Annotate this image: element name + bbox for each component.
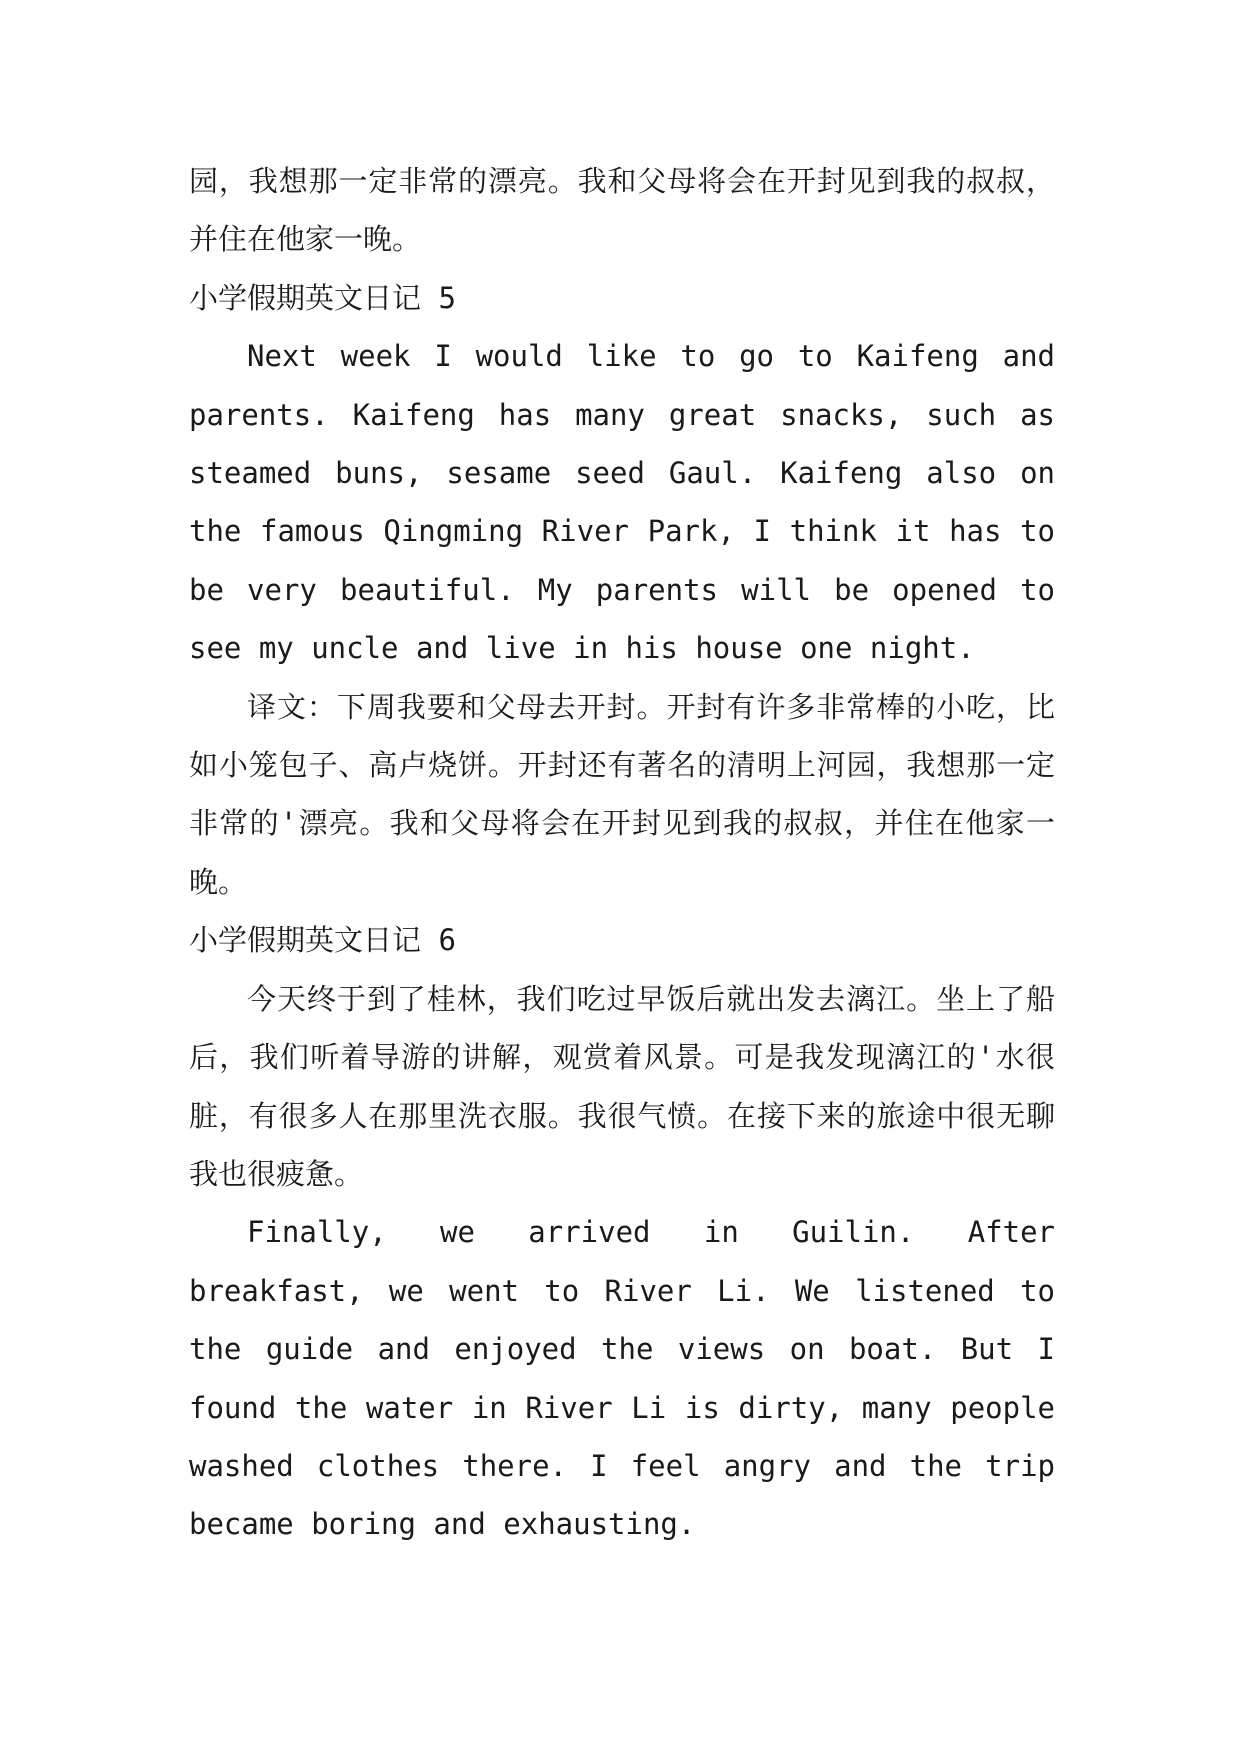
section-heading-diary-5: 小学假期英文日记 5 xyxy=(189,280,456,315)
paragraph-english-diary-6: Finally, we arrived in Guilin. After breakfast, we went to River Li. We listened to the guide and enjoyed the views on boat. But I found the water in River Li is dirty, many people washed clothes there. I feel angry and the trip became boring and exhausting. xyxy=(189,1215,1055,1542)
paragraph-translation-diary-5: 译文：下周我要和父母去开封。开封有许多非常棒的小吃，比如小笼包子、高卢烧饼。开封还有著名的清明上河园，我想那一定非常的'漂亮。我和父母将会在开封见到我的叔叔，并住在他家一晚。 xyxy=(189,689,1055,899)
document-body xyxy=(189,152,1055,1554)
paragraph-english-diary-5: Next week I would like to go to Kaifeng and parents. Kaifeng has many great snacks, such as steamed buns, sesame seed Gaul. Kaifeng also on the famous Qingming River Park, I think it has to be very beautiful. My parents will be opened to see my uncle and live in his house one night. xyxy=(189,339,1055,666)
paragraph-continuation: 园，我想那一定非常的漂亮。我和父母将会在开封见到我的叔叔，并住在他家一晚。 xyxy=(189,164,1055,257)
paragraph-chinese-diary-6: 今天终于到了桂林，我们吃过早饭后就出发去漓江。坐上了船后，我们听着导游的讲解，观赏着风景。可是我发现漓江的'水很脏，有很多人在那里洗衣服。我很气愤。在接下来的旅途中很无聊我也很疲惫。 xyxy=(189,981,1055,1191)
section-heading-diary-6: 小学假期英文日记 6 xyxy=(189,923,456,958)
